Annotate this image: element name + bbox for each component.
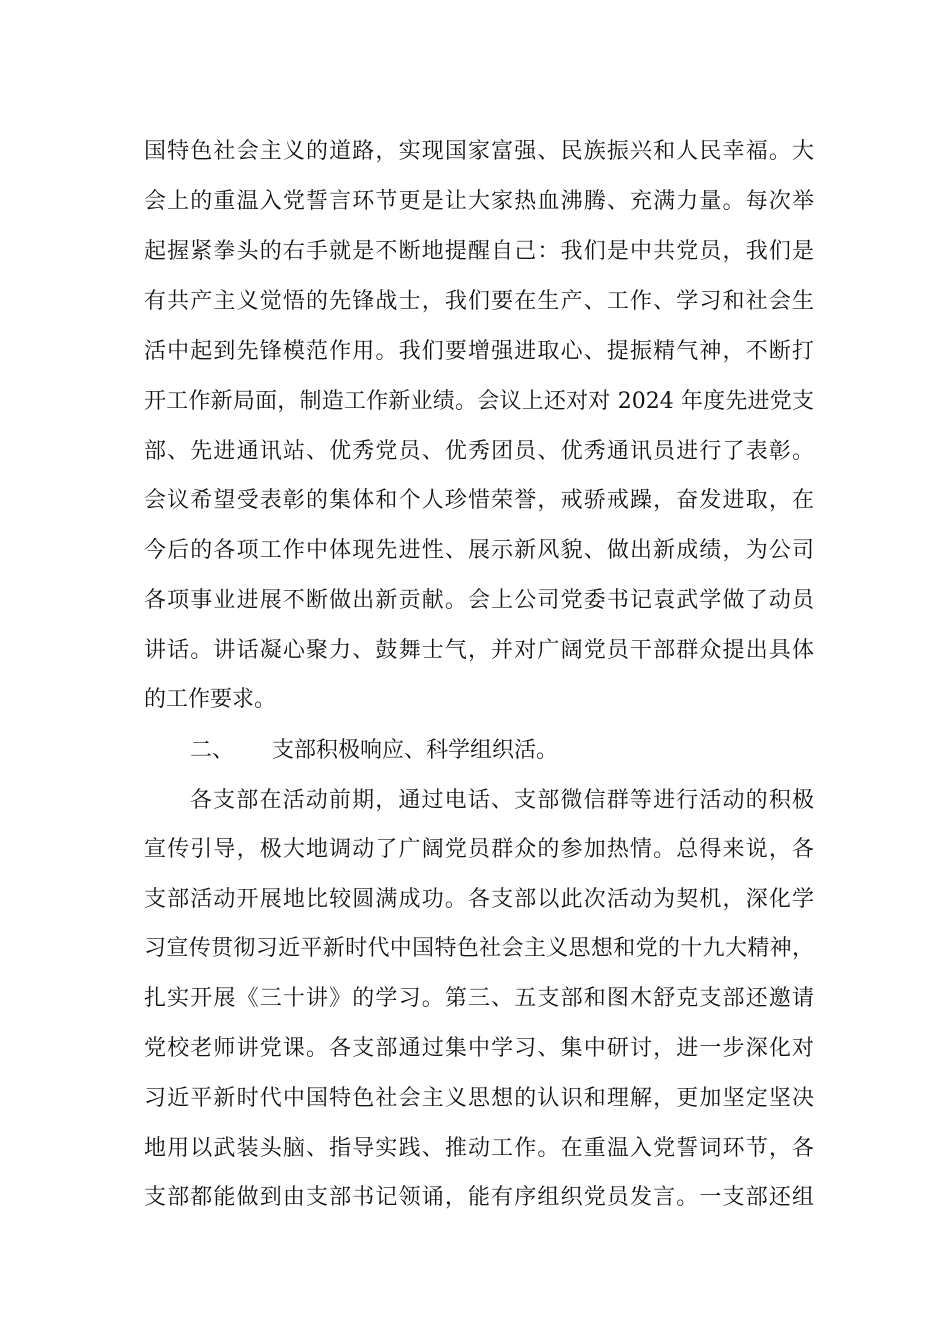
section-number: 二、 bbox=[190, 738, 235, 763]
paragraph-1-line: 部、先进通讯站、优秀党员、优秀团员、优秀通讯员进行了表彰。 bbox=[144, 439, 814, 464]
paragraph-2-line: 扎实开展《三十讲》的学习。第三、五支部和图木舒克支部还邀请 bbox=[144, 986, 814, 1011]
paragraph-2-line: 习宣传贯彻习近平新时代中国特色社会主义思想和党的十九大精神， bbox=[144, 936, 814, 961]
paragraph-1-line: 活中起到先锋模范作用。我们要增强进取心、提振精气神，不断打 bbox=[144, 339, 814, 364]
paragraph-1-line: 会上的重温入党誓言环节更是让大家热血沸腾、充满力量。每次举 bbox=[144, 189, 814, 214]
paragraph-2-line: 地用以武装头脑、指导实践、推动工作。在重温入党誓词环节，各 bbox=[144, 1136, 814, 1161]
paragraph-1-line: 国特色社会主义的道路，实现国家富强、民族振兴和人民幸福。大 bbox=[144, 139, 814, 164]
paragraph-1-line: 讲话。讲话凝心聚力、鼓舞士气，并对广阔党员干部群众提出具体 bbox=[144, 638, 814, 663]
section-heading bbox=[190, 740, 558, 762]
paragraph-2-line: 支部都能做到由支部书记领诵，能有序组织党员发言。一支部还组 bbox=[144, 1185, 814, 1210]
paragraph-1-line: 有共产主义觉悟的先锋战士，我们要在生产、工作、学习和社会生 bbox=[144, 289, 814, 314]
paragraph-1-line: 今后的各项工作中体现先进性、展示新风貌、做出新成绩，为公司 bbox=[144, 538, 814, 563]
paragraph-2-line: 党校老师讲党课。各支部通过集中学习、集中研讨，进一步深化对 bbox=[144, 1036, 814, 1061]
paragraph-1-line: 开工作新局面，制造工作新业绩。会议上还对对 2024 年度先进党支 bbox=[144, 389, 814, 414]
section-title: 支部积极响应、科学组织活。 bbox=[272, 738, 559, 763]
paragraph-1-line: 起握紧拳头的右手就是不断地提醒自己：我们是中共党员，我们是 bbox=[144, 239, 814, 264]
paragraph-2-line: 各支部在活动前期，通过电话、支部微信群等进行活动的积极 bbox=[190, 788, 814, 813]
paragraph-2-line: 习近平新时代中国特色社会主义思想的认识和理解，更加坚定坚决 bbox=[144, 1086, 814, 1111]
paragraph-2-line: 支部活动开展地比较圆满成功。各支部以此次活动为契机，深化学 bbox=[144, 887, 814, 912]
paragraph-1-line: 的工作要求。 bbox=[144, 687, 277, 712]
paragraph-2-line: 宣传引导，极大地调动了广阔党员群众的参加热情。总得来说，各 bbox=[144, 837, 814, 862]
paragraph-1-line: 各项事业进展不断做出新贡献。会上公司党委书记袁武学做了动员 bbox=[144, 588, 814, 613]
paragraph-1-line: 会议希望受表彰的集体和个人珍惜荣誉，戒骄戒躁，奋发进取，在 bbox=[144, 488, 814, 513]
